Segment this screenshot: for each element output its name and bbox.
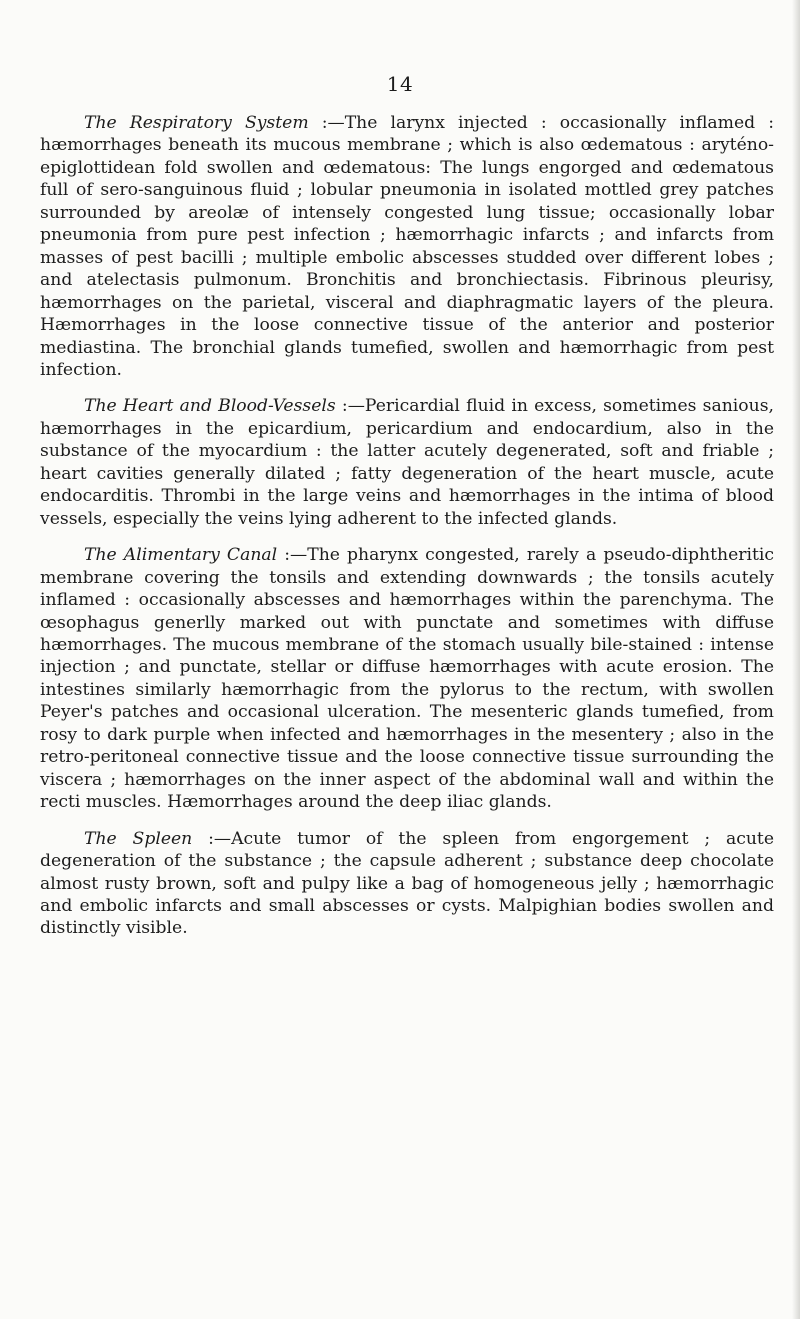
paragraph-respiratory-system <box>40 112 774 381</box>
paragraph-text: :—The pharynx congested, rarely a pseudo-diphtheritic membrane covering the tonsils and extending downwards ; the tonsils acutely inflamed : occasionally abscesses and hæmorrhages within the parenchyma. The œsophagus generlly marked out with punctate and sometimes with diffuse hæmorrhages. The mucous membrane of the stomach usually bile-stained : intense injection ; and punctate, stellar or diffuse hæmorrhages with acute erosion. The intestines similarly hæmorrhagic from the pylorus to the rectum, with swollen Peyer's patches and occasional ulceration. The mesenteric glands tumefied, from rosy to dark purple when infected and hæmorrhages in the mesentery ; also in the retro-peritoneal connective tissue and the loose connective tissue surrounding the viscera ; hæmorrhages on the inner aspect of the abdominal wall and within the recti muscles. Hæmorrhages around the deep iliac glands. <box>40 545 775 813</box>
paragraph-heading: The Spleen <box>84 828 193 849</box>
paragraph-text: :—Pericardial fluid in excess, sometimes sanious, hæmorrhages in the epicardium, pericardium and endocardium, also in the substance of the myocardium : the latter acutely degenerated, soft and friable ; heart cavities generally dilated ; fatty degeneration of the heart muscle, acute endocarditis. Thrombi in the large veins and hæmorrhages in the intima of blood vessels, especially the veins lying adherent to the infected glands. <box>40 396 774 529</box>
paragraph-spleen <box>40 828 774 940</box>
paragraph-heart-blood-vessels <box>40 395 774 530</box>
paragraph-heading: The Respiratory System <box>84 113 309 133</box>
page-number: 14 <box>386 72 414 96</box>
paragraph-text: :—The larynx injected : occasionally inflamed : hæmorrhages beneath its mucous membrane ; which is also œdematous : aryténo-epiglottidean fold swollen and œdematous: The lungs engorged and œdematous full of sero-sanguinous fluid ; lobular pneumonia in isolated mottled grey patches surrounded by areolæ of intensely congested lung tissue; occasionally lobar pneumonia from pure pest infection ; hæmorrhagic infarcts ; and infarcts from masses of pest bacilli ; multiple embolic abscesses studded over different lobes ; and atelectasis pulmonum. Bronchitis and bronchiectasis. Fibrinous pleurisy, hæmorrhages on the parietal, visceral and diaphragmatic layers of the pleura. Hæmorrhages in the loose connective tissue of the anterior and posterior mediastina. The bronchial glands tumefied, swollen and hæmorrhagic from pest infection. <box>40 113 774 380</box>
page-body <box>40 112 774 954</box>
paragraph-text: :—Acute tumor of the spleen from engorgement ; acute degeneration of the substance ; the capsule adherent ; substance deep chocolate almost rusty brown, soft and pulpy like a bag of homogeneous jelly ; hæmorrhagic and embolic infarcts and small abscesses or cysts. Malpighian bodies swollen and distinctly visible. <box>40 828 774 939</box>
paragraph-alimentary-canal <box>40 544 774 813</box>
paragraph-heading: The Alimentary Canal <box>84 545 278 566</box>
page-edge-shadow <box>792 0 800 1319</box>
paragraph-heading: The Heart and Blood-Vessels <box>84 396 336 417</box>
